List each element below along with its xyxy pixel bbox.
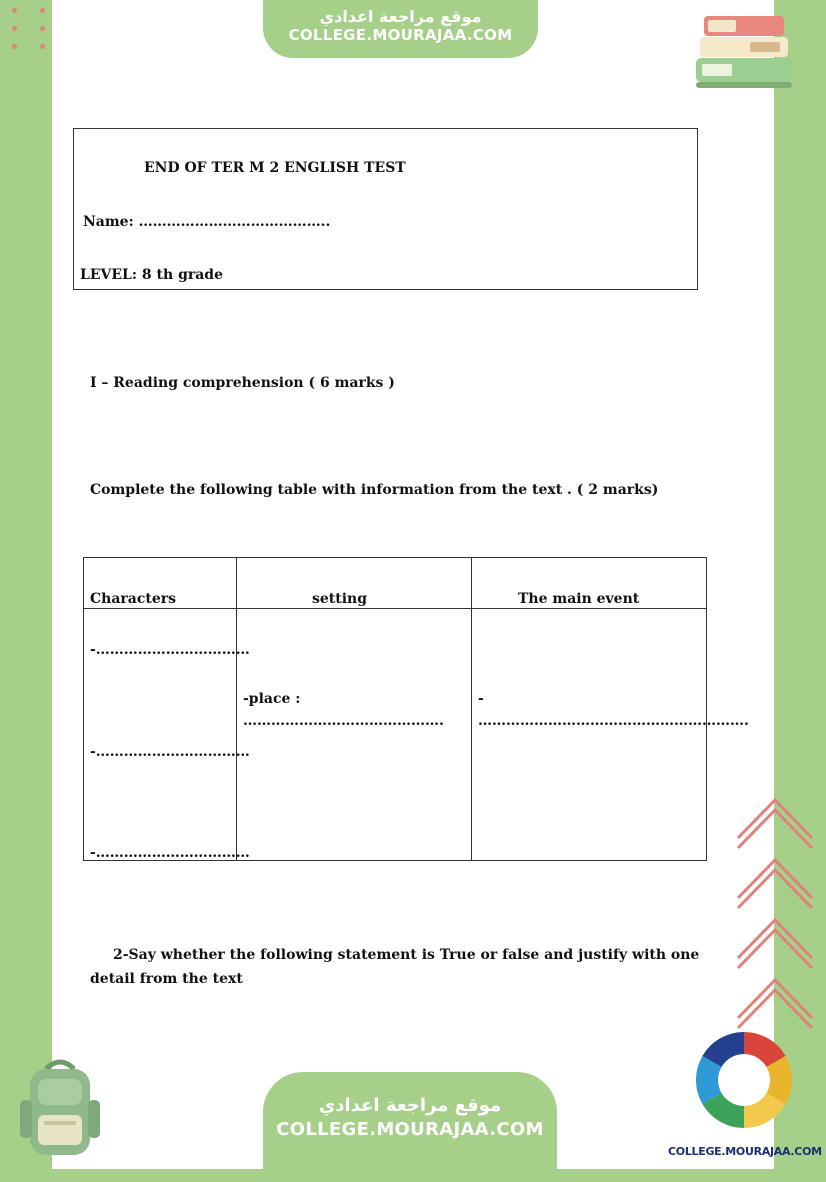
- header-cell-characters: [84, 558, 237, 609]
- character-blank-3[interactable]: -……………………………: [90, 845, 250, 861]
- information-table: [83, 557, 749, 861]
- top-banner-arabic: موقع مراجعة اعدادي: [319, 7, 482, 26]
- top-banner-url[interactable]: COLLEGE.MOURAJAA.COM: [288, 26, 513, 44]
- question-2-line-2: detail from the text: [90, 971, 243, 987]
- question-2-line-1: 2-Say whether the following statement is True or false and justify with one: [113, 947, 700, 963]
- main-event-label: -: [478, 691, 484, 707]
- column-header: setting: [312, 591, 368, 607]
- books-stack-icon: [690, 10, 800, 95]
- character-blank-2[interactable]: -……………………………: [90, 744, 250, 760]
- header-cell-main-event: [472, 558, 707, 609]
- backpack-icon: [8, 1055, 113, 1160]
- grade-level: LEVEL: 8 th grade: [80, 267, 224, 283]
- setting-place-blank[interactable]: …………………………………….: [243, 713, 444, 729]
- bottom-site-banner[interactable]: [263, 1072, 557, 1182]
- main-event-blank[interactable]: ………………………………………………….: [478, 713, 749, 729]
- column-header: The main event: [518, 591, 640, 607]
- student-name-field[interactable]: Name: …………………………………..: [83, 214, 331, 230]
- characters-cell[interactable]: [84, 609, 250, 861]
- bottom-banner-arabic: موقع مراجعة اعدادي: [318, 1095, 502, 1116]
- main-event-cell[interactable]: [472, 609, 749, 861]
- character-blank-1[interactable]: -……………………………: [90, 642, 250, 658]
- setting-cell[interactable]: [237, 609, 472, 861]
- school-subjects-logo-icon: [694, 1022, 794, 1140]
- column-header: Characters: [90, 591, 176, 607]
- test-title: END OF TER M 2 ENGLISH TEST: [144, 160, 406, 176]
- table-instruction: Complete the following table with information from the text . ( 2 marks): [90, 482, 659, 498]
- top-site-banner[interactable]: [263, 0, 538, 58]
- bottom-banner-url[interactable]: COLLEGE.MOURAJAA.COM: [276, 1119, 544, 1140]
- header-cell-setting: [237, 558, 472, 609]
- logo-url-text[interactable]: COLLEGE.MOURAJAA.COM: [668, 1145, 822, 1158]
- setting-place-label: -place :: [243, 691, 301, 707]
- section-heading: I – Reading comprehension ( 6 marks ): [90, 375, 395, 391]
- chevron-up-decoration-icon: [730, 790, 820, 1030]
- test-header-box: [73, 128, 698, 290]
